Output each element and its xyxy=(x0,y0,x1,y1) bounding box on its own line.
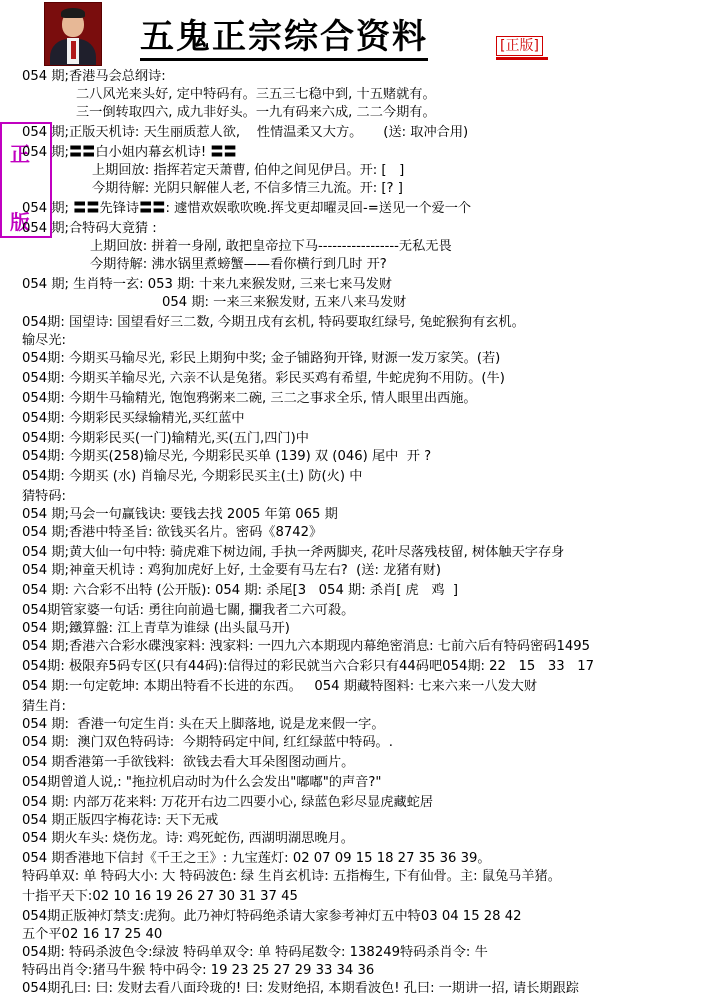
text-line: 054期管家婆一句话: 勇往向前過七關, 攔我者二六可殺。 xyxy=(22,603,355,618)
text-line: 今期待解: 沸水锅里煮螃蟹——看你横行到几时 开? xyxy=(90,257,387,272)
portrait-photo xyxy=(44,2,102,66)
text-line: 五个平02 16 17 25 40 xyxy=(22,927,163,942)
text-line: 054 期; 〓〓先锋诗〓〓: 遽惜欢娱歌吹晚.挥戈更却曜灵回-=送见一个爱一个 xyxy=(22,201,472,216)
text-line: 054 期;香港马会总纲诗: xyxy=(22,69,166,84)
text-line: 输尽光: xyxy=(22,333,67,348)
text-line: 054 期;合特码大竟猜 : xyxy=(22,221,157,236)
text-line: 054 期:一句定乾坤: 本期出特看不长进的东西。 054 期藏特图料: 七来六来一八发大财 xyxy=(22,679,538,694)
side-stamp-char: 版 xyxy=(10,210,30,234)
text-line: 054 期火车头: 烧伤龙。诗: 鸡死蛇伤, 西湖明湖思晚月。 xyxy=(22,831,354,846)
text-line: 054 期正版四字梅花诗: 天下无戒 xyxy=(22,813,219,828)
version-badge: [正版] xyxy=(496,36,543,56)
text-line: 054期: 特码杀波色令:绿波 特码单双令: 单 特码尾数令: 138249特码杀肖令: 牛 xyxy=(22,945,488,960)
text-line: 054 期: 香港一句定生肖: 头在天上脚落地, 说是龙来假一字。 xyxy=(22,717,385,732)
text-line: 猜生肖: xyxy=(22,699,67,714)
text-line: 054期: 今期彩民买(一门)输精光,买(五门,四门)中 xyxy=(22,431,309,446)
text-line: 054 期;正版天机诗: 天生丽质惹人欲, 性情温柔又大方。 (送: 取冲合用) xyxy=(22,125,469,140)
text-line: 054期: 国望诗: 国望看好三二数, 今期丑戌有玄机, 特码要取红绿号, 兔蛇猴狗有玄机。 xyxy=(22,315,525,330)
text-line: 054 期: 内部万花来料: 万花开右边二四要小心, 绿蓝色彩尽显虎藏蛇居 xyxy=(22,795,434,810)
text-line: 054 期;香港中特圣旨: 欲钱买名片。密码《8742》 xyxy=(22,525,323,540)
text-line: 猜特码: xyxy=(22,489,67,504)
text-line: 054期曾道人说,: "拖拉机启动时为什么会发出"嘟嘟"的声音?" xyxy=(22,775,382,790)
side-stamp-char: 正 xyxy=(10,142,30,166)
page-title: 五鬼正宗综合资料 xyxy=(140,18,428,61)
text-line: 上期回放: 拼着一身剐, 敢把皇帝拉下马-----------------无私无畏 xyxy=(90,239,452,254)
text-line: 二八风光来头好, 定中特码有。三五三七稳中到, 十五赌就有。 xyxy=(76,87,436,102)
text-line: 054 期;鐵算盤: 江上青草为谁绿 (出头鼠马开) xyxy=(22,621,290,636)
text-line: 十指平天下:02 10 16 19 26 27 30 31 37 45 xyxy=(22,889,298,904)
text-line: 054 期;神童天机诗 : 鸡狗加虎好上好, 土金要有马左右? (送: 龙猪有财) xyxy=(22,563,442,578)
text-line: 054期: 今期买羊输尽光, 六亲不认是兔猪。彩民买鸡有希望, 牛蛇虎狗不用防。(牛) xyxy=(22,371,505,386)
text-line: 054 期香港第一手欲钱料: 欲钱去看大耳朵图图动画片。 xyxy=(22,755,355,770)
text-line: 054期正版神灯禁支:虎狗。此乃神灯特码绝杀请大家参考神灯五中特03 04 15 28 42 xyxy=(22,909,522,924)
text-line: 054 期: 澳门双色特码诗: 今期特码定中间, 红红绿蓝中特码。. xyxy=(22,735,393,750)
text-line: 054 期;〓〓白小姐内幕玄机诗! 〓〓 xyxy=(22,145,237,160)
text-line: 054期: 今期买马输尽光, 彩民上期狗中奖; 金子铺路狗开锋, 财源一发万家笑。(若) xyxy=(22,351,501,366)
text-line: 054期: 极限弃5码专区(只有44码):信得过的彩民就当六合彩只有44码吧054期: 22 15 33 17 xyxy=(22,659,595,674)
text-line: 054 期;马会一句赢钱诀: 要钱去找 2005 年第 065 期 xyxy=(22,507,338,522)
badge-underline xyxy=(496,57,548,60)
text-line: 054 期香港地下信封《千王之王》: 九宝莲灯: 02 07 09 15 18 27 35 36 39。 xyxy=(22,851,491,866)
text-line: 054期: 今期彩民买绿输精光,买红蓝中 xyxy=(22,411,245,426)
text-line: 今期待解: 光阴只解催人老, 不信多情三九流。开: [? ] xyxy=(92,181,403,196)
text-line: 054期: 今期买 (水) 肖输尽光, 今期彩民买主(土) 防(火) 中 xyxy=(22,469,363,484)
text-line: 054 期: 六合彩不出特 (公开版): 054 期: 杀尾[3 054 期: 杀肖[ 虎 鸡 ] xyxy=(22,583,459,598)
text-line: 054期: 今期牛马输精光, 饱饱鸦粥来二碗, 三二之事求全乐, 情人眼里出西施。 xyxy=(22,391,477,406)
text-line: 054期: 今期买(258)输尽光, 今期彩民买单 (139) 双 (046) 尾中 开 ? xyxy=(22,449,432,464)
text-line: 054 期;香港六合彩水碟洩家料: 洩家料: 一四九六本期现内幕绝密消息: 七前六后有特码密码1495 xyxy=(22,639,591,654)
text-line: 054期孔曰: 曰: 发财去看八面玲珑的! 曰: 发财绝招, 本期看波色! 孔曰: 一期讲一招, 请长期跟踪 xyxy=(22,981,579,996)
text-line: 三一倒转取四六, 成九非好头。一九有码来六成, 二二今期有。 xyxy=(76,105,436,120)
text-line: 054 期; 生肖特一玄: 053 期: 十来九来猴发财, 三来七来马发财 xyxy=(22,277,392,292)
text-line: 054 期: 一来三来猴发财, 五来八来马发财 xyxy=(162,295,407,310)
text-line: 特码单双: 单 特码大小: 大 特码波色: 绿 生肖玄机诗: 五指梅生, 下有仙骨。主: 鼠兔马羊猪。 xyxy=(22,869,561,884)
text-line: 054 期;黄大仙一句中特: 骑虎难下树边闹, 手执一斧两脚夹, 花叶尽落残枝留, 树体触天字存身 xyxy=(22,545,565,560)
text-line: 上期回放: 指挥若定天萧曹, 伯仲之间见伊吕。开: [ ] xyxy=(92,163,405,178)
text-line: 特码出肖令:猪马牛猴 特中码令: 19 23 25 27 29 33 34 36 xyxy=(22,963,375,978)
